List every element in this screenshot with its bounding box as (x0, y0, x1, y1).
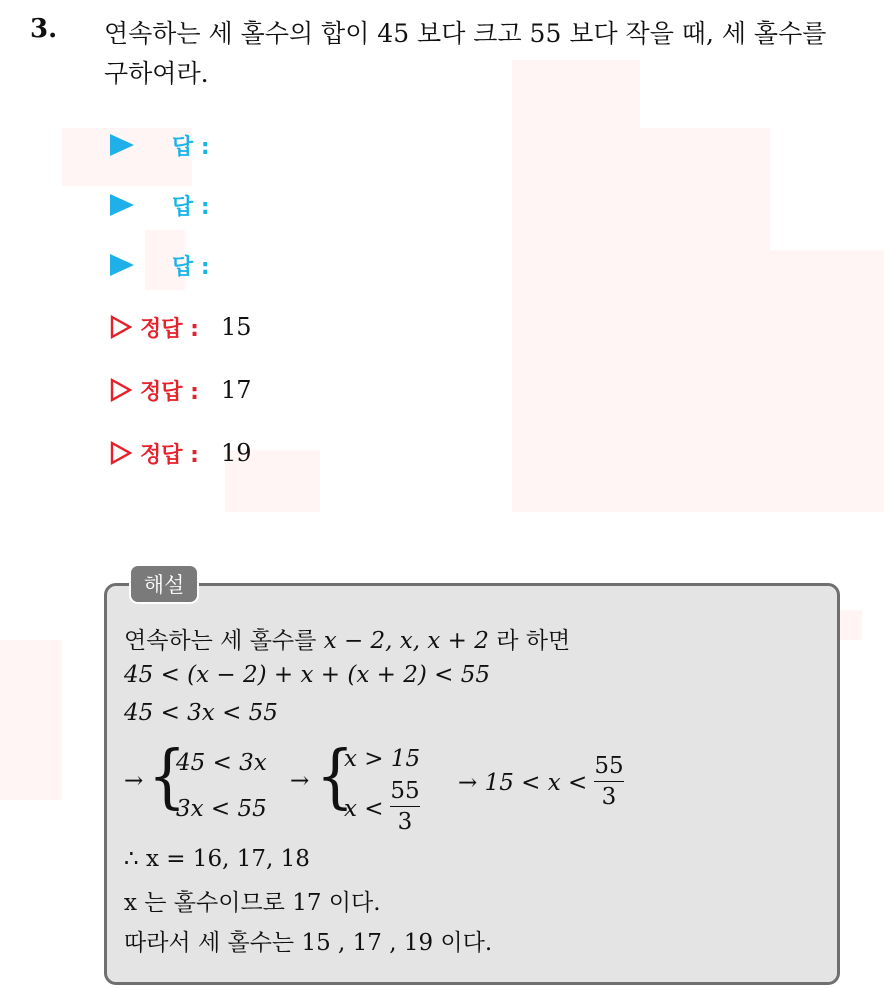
result-numerator: 55 (594, 753, 624, 779)
line1-math: x − 2, x, x + 2 (323, 628, 489, 654)
system1-line-a: 45 < 3x (176, 750, 267, 776)
left-brace-1: { (148, 736, 187, 817)
play-triangle-icon (110, 194, 134, 216)
fraction-55-over-3 (390, 778, 420, 835)
explanation-tag: 해설 (129, 564, 199, 604)
system2-line-a: x > 15 (344, 746, 421, 772)
explanation-line-1 (124, 622, 570, 655)
correct-value: 19 (220, 439, 252, 467)
line1-end: 라 하면 (496, 628, 571, 654)
answer-row[interactable] (110, 190, 210, 220)
answer-row[interactable] (110, 250, 210, 280)
correct-label: 정답 : (140, 379, 199, 405)
correct-value: 17 (220, 376, 252, 404)
answer-label: 답 : (172, 134, 210, 160)
explanation-line-2: 45 < (x − 2) + x + (x + 2) < 55 (124, 662, 490, 688)
correct-label: 정답 : (140, 316, 199, 342)
result-fraction-bar (594, 781, 624, 782)
question-number: 3. (30, 14, 58, 44)
correct-answer-row (110, 375, 252, 405)
question-line-1: 연속하는 세 홀수의 합이 45 보다 크고 55 보다 작을 때, 세 홀수를 (104, 19, 827, 48)
background-patch (0, 640, 62, 800)
explanation-line-7: 따라서 세 홀수는 15 , 17 , 19 이다. (124, 930, 493, 956)
answer-label: 답 : (172, 254, 210, 280)
fraction-denominator: 3 (397, 809, 413, 835)
correct-label: 정답 : (140, 442, 199, 468)
explanation-line-5: ∴ x = 16, 17, 18 (124, 846, 310, 872)
result-denominator: 3 (601, 784, 617, 810)
explanation-line-3: 45 < 3x < 55 (124, 700, 278, 726)
outline-triangle-icon (110, 441, 132, 465)
fraction-bar (390, 806, 420, 807)
arrow-2: → (290, 768, 310, 794)
line1-text: 연속하는 세 홀수를 (124, 628, 317, 654)
question-line-2: 구하여라. (104, 59, 209, 88)
question-text (104, 14, 874, 94)
background-patch (640, 128, 770, 512)
background-patch (840, 610, 862, 640)
outline-triangle-icon (110, 315, 132, 339)
background-patch (512, 60, 640, 512)
fraction-numerator: 55 (390, 778, 420, 804)
answer-row[interactable] (110, 130, 210, 160)
left-brace-2: { (316, 736, 355, 817)
result-prefix: → 15 < x < (458, 770, 588, 796)
play-triangle-icon (110, 134, 134, 156)
correct-value: 15 (220, 313, 252, 341)
result-fraction (594, 753, 624, 810)
background-patch (770, 250, 884, 512)
explanation-line-6: x 는 홀수이므로 17 이다. (124, 890, 381, 916)
play-triangle-icon (110, 254, 134, 276)
system1-line-b: 3x < 55 (176, 796, 267, 822)
arrow-1: → (124, 768, 144, 794)
system2-line-b-prefix: x < (344, 796, 384, 822)
correct-answer-row (110, 312, 252, 342)
answer-label: 답 : (172, 194, 210, 220)
outline-triangle-icon (110, 378, 132, 402)
correct-answer-row (110, 438, 252, 468)
